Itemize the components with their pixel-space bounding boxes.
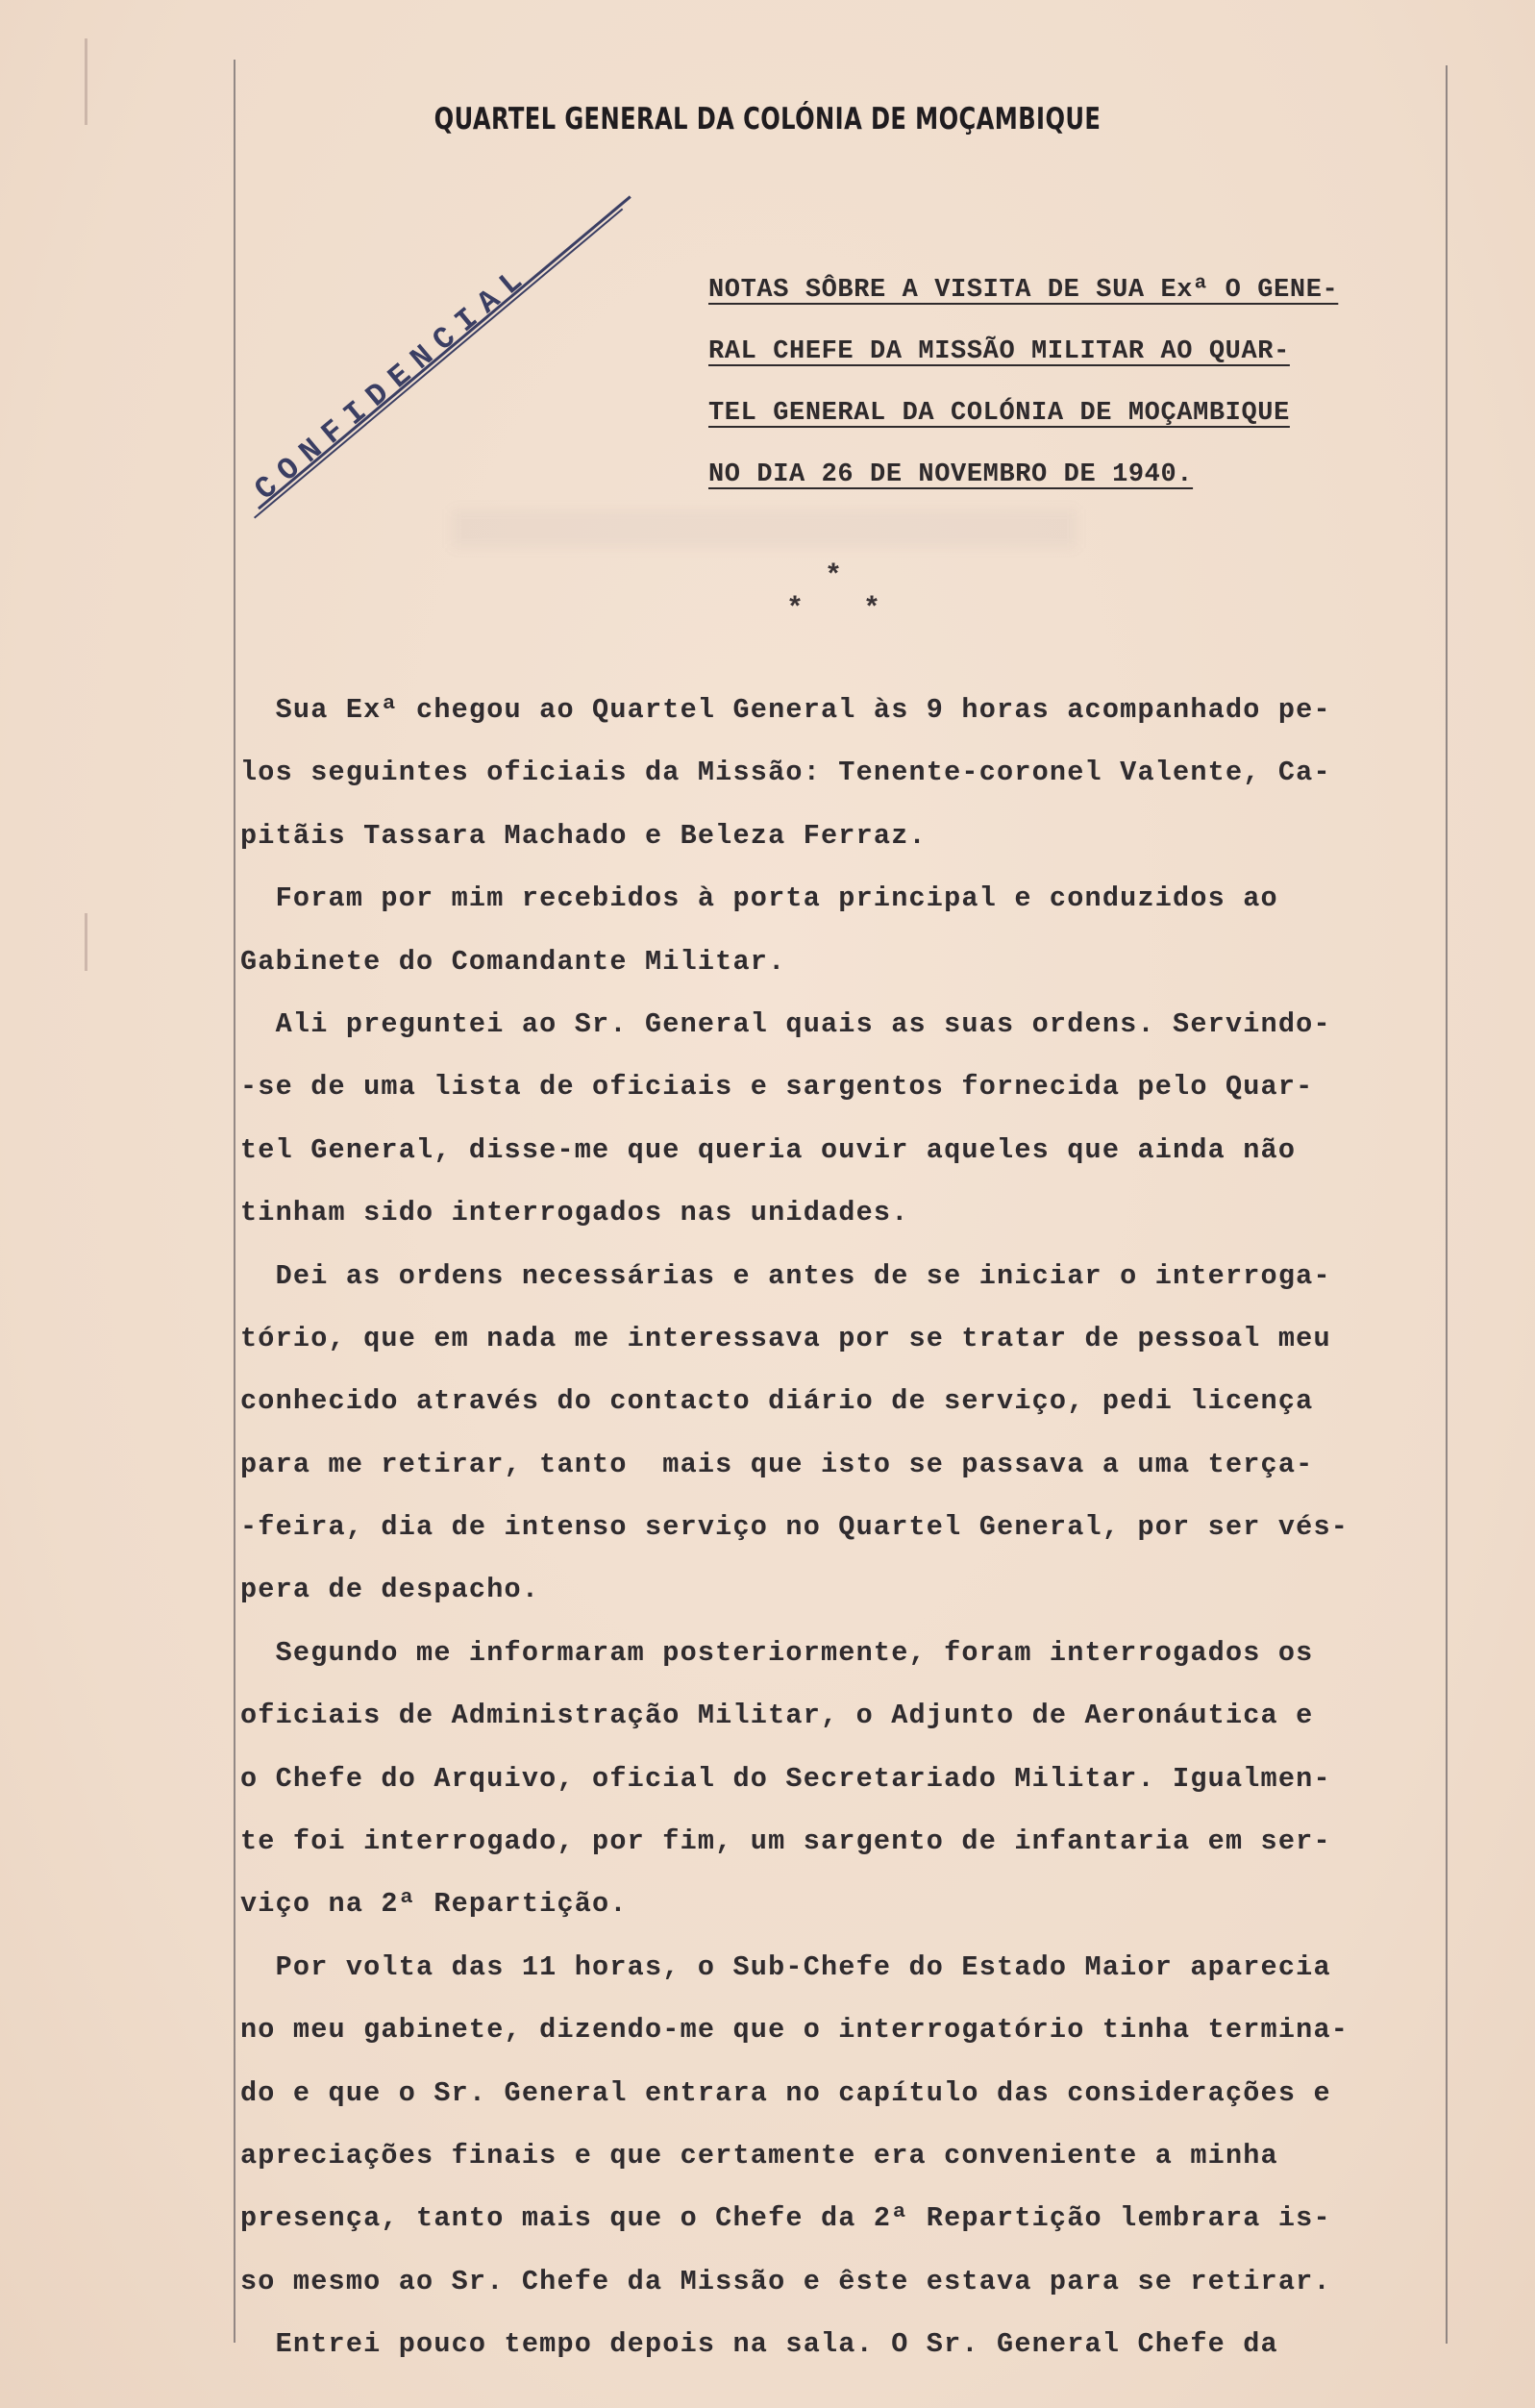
text-line: viço na 2ª Repartição.	[240, 1888, 628, 1921]
text-line: Por volta das 11 horas, o Sub-Chefe do Estado Maior aparecia	[240, 1950, 1331, 1983]
text-line: Dei as ordens necessárias e antes de se iniciar o interroga-	[240, 1259, 1331, 1292]
text-line: te foi interrogado, por fim, um sargento de infantaria em ser-	[240, 1825, 1331, 1858]
text-line: los seguintes oficiais da Missão: Tenente-coronel Valente, Ca-	[240, 757, 1331, 789]
edge-mark	[85, 913, 87, 971]
text-line: o Chefe do Arquivo, oficial do Secretariado Militar. Igualmen-	[240, 1762, 1331, 1795]
letterhead: QUARTEL GENERAL DA COLÓNIA DE MOÇAMBIQUE	[433, 102, 1102, 137]
text-line: do e que o Sr. General entrara no capítulo das considerações e	[240, 2076, 1331, 2109]
text-line: Ali preguntei ao Sr. General quais as suas ordens. Servindo-	[240, 1007, 1331, 1040]
text-line: so mesmo ao Sr. Chefe da Missão e êste estava para se retirar.	[240, 2265, 1331, 2297]
text-line: conhecido através do contacto diário de serviço, pedi licença	[240, 1385, 1314, 1418]
separator-asterisk: *	[863, 593, 881, 626]
text-line: tinham sido interrogados nas unidades.	[240, 1197, 909, 1229]
stamp-underline	[254, 209, 623, 519]
text-line: apreciações finais e que certamente era conveniente a minha	[240, 2139, 1278, 2172]
text-line: presença, tanto mais que o Chefe da 2ª Repartição lembrara is-	[240, 2202, 1331, 2235]
title-line: NOTAS SÔBRE A VISITA DE SUA Exª O GENE-	[708, 276, 1339, 305]
text-line: Gabinete do Comandante Militar.	[240, 945, 786, 978]
text-line: oficiais de Administração Militar, o Adjunto de Aeronáutica e	[240, 1700, 1314, 1732]
text-line: para me retirar, tanto mais que isto se passava a uma terça-	[240, 1448, 1314, 1480]
title-line: RAL CHEFE DA MISSÃO MILITAR AO QUAR-	[708, 337, 1290, 366]
text-line: tório, que em nada me interessava por se tratar de pessoal meu	[240, 1322, 1331, 1354]
separator-asterisk: *	[825, 560, 843, 593]
text-line: -feira, dia de intenso serviço no Quartel General, por ser vés-	[240, 1511, 1349, 1544]
text-line: -se de uma lista de oficiais e sargentos fornecida pelo Quar-	[240, 1071, 1314, 1104]
text-line: Foram por mim recebidos à porta principal e conduzidos ao	[240, 882, 1278, 915]
text-line: Segundo me informaram posteriormente, foram interrogados os	[240, 1636, 1314, 1669]
title-line: NO DIA 26 DE NOVEMBRO DE 1940.	[708, 460, 1194, 489]
text-line: tel General, disse-me que queria ouvir aqueles que ainda não	[240, 1133, 1297, 1166]
title-line: TEL GENERAL DA COLÓNIA DE MOÇAMBIQUE	[708, 399, 1290, 428]
text-line: Entrei pouco tempo depois na sala. O Sr. General Chefe da	[240, 2328, 1278, 2361]
stamp-underline	[258, 195, 631, 509]
text-line: pitãis Tassara Machado e Beleza Ferraz.	[240, 819, 927, 852]
document-title	[708, 271, 1458, 517]
text-line: no meu gabinete, dizendo-me que o interrogatório tinha termina-	[240, 2014, 1349, 2047]
confidential-stamp	[231, 163, 663, 519]
body-text	[240, 679, 1451, 2376]
text-line: Sua Exª chegou ao Quartel General às 9 horas acompanhado pe-	[240, 694, 1331, 726]
confidential-stamp-text: CONFIDENCIAL	[248, 257, 538, 509]
edge-mark	[85, 38, 87, 125]
text-line: pera de despacho.	[240, 1574, 540, 1606]
separator-asterisk: *	[786, 593, 805, 626]
